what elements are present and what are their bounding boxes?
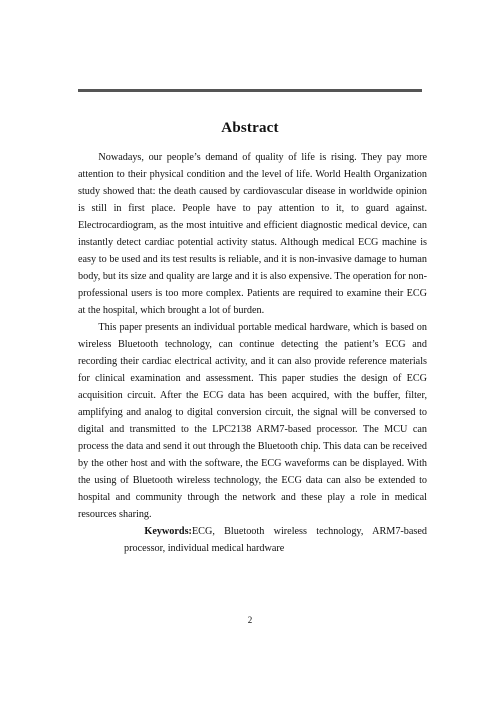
page-number: 2 bbox=[247, 615, 253, 625]
keywords-label: Keywords: bbox=[144, 526, 192, 537]
page-title: Abstract bbox=[221, 120, 279, 136]
abstract-body bbox=[78, 149, 427, 557]
keywords-line bbox=[78, 523, 427, 557]
keywords-text: ECG, Bluetooth wireless technology, ARM7-based processor, individual medical hardware bbox=[124, 526, 427, 554]
abstract-paragraph-2: This paper presents an individual portable medical hardware, which is based on wireless Bluetooth technology, can continue detecting the patient’s ECG and recording their cardiac electrical activity, and it can also provide reference materials for clinical examination and assessment. This paper studies the design of ECG acquisition circuit. After the ECG data has been acquired, with the buffer, filter, amplifying and analog to digital conversion circuit, the signal will be conversed to digital and transmitted to the LPC2138 ARM7-based processor. The MCU can process the data and send it out through the Bluetooth chip. This data can be received by the other host and with the software, the ECG waveforms can be displayed. With the using of Bluetooth wireless technology, the ECG data can also be extended to hospital and community through the network and these play a role in medical resources sharing. bbox=[78, 322, 427, 520]
header-rule bbox=[78, 89, 422, 92]
abstract-paragraph-1: Nowadays, our people’s demand of quality of life is rising. They pay more attention to their physical condition and the level of life. World Health Organization study showed that: the death caused by cardiovascular disease in worldwide opinion is still in first place. People have to pay attention to it, to guard against. Electrocardiogram, as the most intuitive and efficient diagnostic medical device, can instantly detect cardiac potential activity status. Although medical ECG machine is easy to be used and its test results is reliable, and it is non-invasive damage to human body, but its size and quality are large and it is also expensive. The operation for non-professional users is too more complex. Patients are required to examine their ECG at the hospital, which brought a lot of burden. bbox=[78, 152, 427, 316]
